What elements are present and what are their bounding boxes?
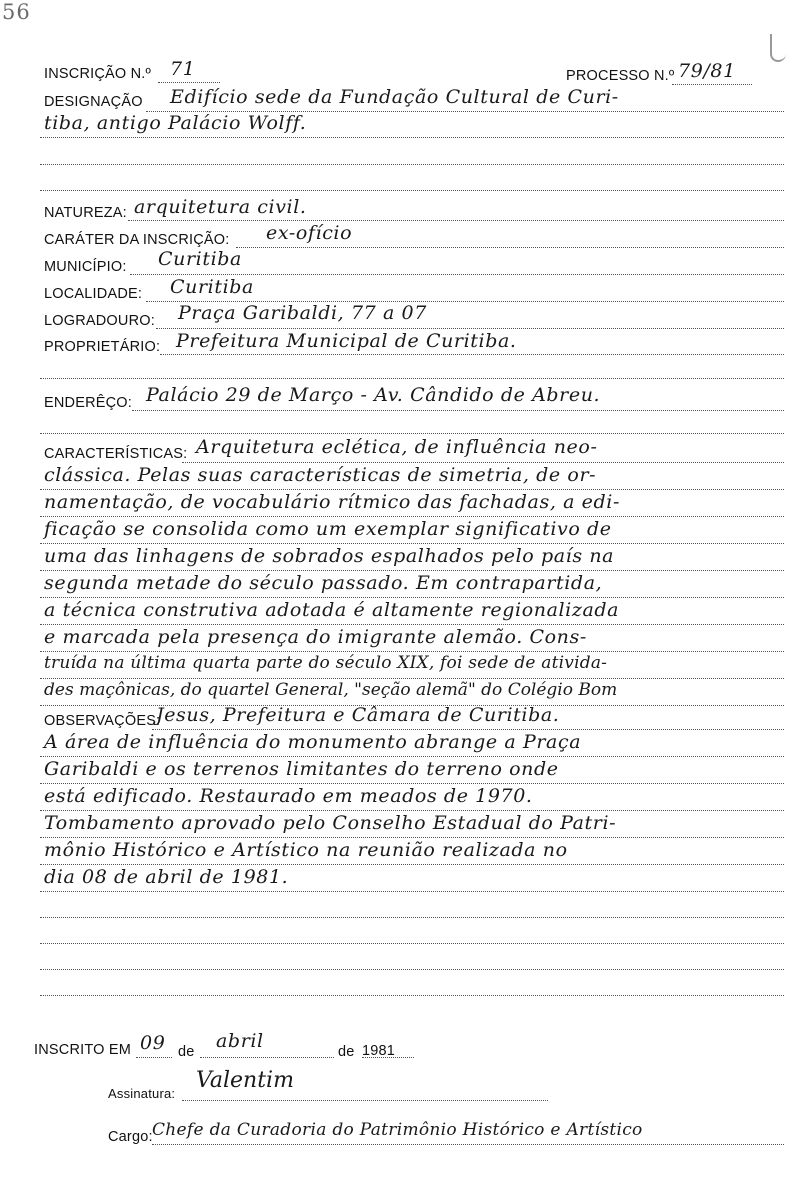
blank-line: [40, 433, 784, 434]
inscrito-month-line: [200, 1057, 334, 1058]
designacao-line-2: [40, 137, 784, 138]
caracteristicas-text-line: clássica. Pelas suas características de simetria, de or-: [44, 464, 597, 486]
proprietario-label: PROPRIETÁRIO:: [44, 339, 161, 355]
caracteristicas-line: [40, 489, 784, 490]
inscricao-value: 71: [170, 58, 196, 80]
endereco-value: Palácio 29 de Março - Av. Cândido de Abreu.: [146, 384, 601, 406]
natureza-line: [128, 220, 784, 221]
inscrito-day-line: [136, 1057, 172, 1058]
logradouro-label: LOGRADOURO:: [44, 313, 155, 329]
caracteristicas-line: [40, 624, 784, 625]
observacoes-label: OBSERVAÇÕES:: [44, 713, 161, 729]
carater-value: ex-ofício: [266, 222, 353, 244]
designacao-text-1: Edifício sede da Fundação Cultural de Curi-: [170, 86, 619, 108]
cargo-line: [152, 1144, 784, 1145]
caracteristicas-line: [182, 462, 784, 463]
caracteristicas-text-line: ficação se consolida como um exemplar significativo de: [44, 518, 612, 540]
observacoes-line: [40, 756, 784, 757]
caracteristicas-text-line: segunda metade do século passado. Em contrapartida,: [44, 572, 603, 594]
endereco-label: ENDERÊÇO:: [44, 395, 133, 411]
caracteristicas-line: [40, 597, 784, 598]
carater-label: CARÁTER DA INSCRIÇÃO:: [44, 232, 230, 248]
natureza-label: NATUREZA:: [44, 205, 127, 221]
page-number: 56: [2, 0, 31, 24]
inscrito-label: INSCRITO EM: [34, 1042, 131, 1058]
endereco-line: [132, 410, 784, 411]
blank-line: [40, 190, 784, 191]
observacoes-line: [152, 729, 784, 730]
observacoes-text-line: Garibaldi e os terrenos limitantes do terreno onde: [44, 758, 559, 780]
observacoes-line: [40, 864, 784, 865]
natureza-value: arquitetura civil.: [134, 196, 307, 218]
observacoes-text-line: está edificado. Restaurado em meados de 1970.: [44, 785, 533, 807]
designacao-text-2: tiba, antigo Palácio Wolff.: [44, 112, 307, 134]
caracteristicas-text-line: truída na última quarta parte do século XIX, foi sede de ativida-: [44, 653, 608, 673]
observacoes-line: [40, 837, 784, 838]
observacoes-line: [40, 891, 784, 892]
caracteristicas-line: [40, 570, 784, 571]
blank-line: [40, 943, 784, 944]
caracteristicas-text-line: des maçônicas, do quartel General, "seção alemã" do Colégio Bom: [44, 680, 618, 700]
caracteristicas-first-line: Arquitetura eclética, de influência neo-: [196, 436, 598, 458]
logradouro-value: Praça Garibaldi, 77 a 07: [178, 302, 427, 324]
observacoes-first-line: Jesus, Prefeitura e Câmara de Curitiba.: [156, 704, 560, 726]
inscrito-de-label: de: [338, 1044, 355, 1060]
blank-line: [40, 164, 784, 165]
inscricao-line: [158, 82, 220, 83]
observacoes-text-line: mônio Histórico e Artístico na reunião realizada no: [44, 839, 568, 861]
signature: Valentim: [196, 1068, 294, 1093]
localidade-value: Curitiba: [170, 276, 254, 298]
caracteristicas-text-line: namentação, de vocabulário rítmico das fachadas, a edi-: [44, 491, 620, 513]
designacao-label: DESIGNAÇÃO: [44, 94, 143, 110]
caracteristicas-line: [40, 516, 784, 517]
municipio-value: Curitiba: [158, 248, 242, 270]
proprietario-line: [160, 354, 784, 355]
inscrito-month: abril: [216, 1030, 264, 1052]
blank-line: [40, 378, 784, 379]
observacoes-line: [40, 810, 784, 811]
proprietario-value: Prefeitura Municipal de Curitiba.: [176, 330, 517, 352]
observacoes-text-line: A área de influência do monumento abrange a Praça: [44, 731, 582, 753]
logradouro-line: [156, 328, 784, 329]
carater-line: [236, 247, 784, 248]
blank-line: [40, 917, 784, 918]
caracteristicas-line: [40, 678, 784, 679]
assinatura-line: [182, 1100, 548, 1101]
caracteristicas-line: [40, 543, 784, 544]
cargo-label: Cargo:: [108, 1129, 153, 1145]
processo-value: 79/81: [678, 60, 736, 82]
observacoes-line: [40, 783, 784, 784]
inscrito-day: 09: [140, 1032, 166, 1054]
corner-mark: [770, 34, 786, 62]
observacoes-text-line: dia 08 de abril de 1981.: [44, 866, 289, 888]
municipio-line: [130, 274, 784, 275]
blank-line: [40, 995, 784, 996]
cargo-value: Chefe da Curadoria do Patrimônio Histórico e Artístico: [152, 1120, 643, 1140]
caracteristicas-text-line: a técnica construtiva adotada é altamente regionalizada: [44, 599, 620, 621]
localidade-label: LOCALIDADE:: [44, 286, 143, 302]
inscrito-year: 1981: [362, 1043, 396, 1059]
caracteristicas-label: CARACTERÍSTICAS:: [44, 446, 188, 462]
blank-line: [40, 969, 784, 970]
municipio-label: MUNICÍPIO:: [44, 259, 127, 275]
processo-label: PROCESSO N.º: [566, 68, 675, 84]
caracteristicas-text-line: e marcada pela presença do imigrante alemão. Cons-: [44, 626, 587, 648]
caracteristicas-text-line: uma das linhagens de sobrados espalhados pelo país na: [44, 545, 615, 567]
processo-line: [672, 84, 752, 85]
observacoes-text-line: Tombamento aprovado pelo Conselho Estadual do Patri-: [44, 812, 617, 834]
caracteristicas-line: [40, 651, 784, 652]
assinatura-label: Assinatura:: [108, 1086, 176, 1101]
inscrito-de-label: de: [178, 1044, 195, 1060]
inscricao-label: INSCRIÇÃO N.º: [44, 66, 151, 82]
